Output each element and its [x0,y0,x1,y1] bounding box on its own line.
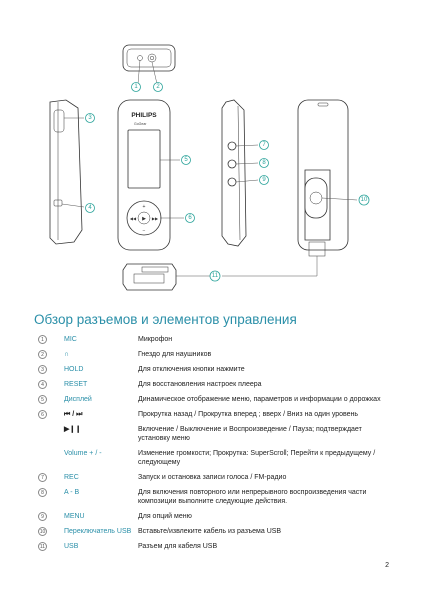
table-row [38,410,388,419]
callout-5-label: 5 [184,157,188,163]
control-name: USB [64,543,79,550]
top-view-device [123,45,175,84]
control-name: Volume + / - [64,450,102,457]
bottom-view-device [123,264,210,290]
control-description: Для восстановления настроек плеера [138,381,262,388]
table-row [38,335,388,344]
callout-10 [359,195,369,205]
callout-6-label: 6 [188,215,192,221]
control-description: Динамическое отображение меню, параметров и информации о дорожках [138,396,381,403]
table-row [38,527,388,536]
row-number-badge: 11 [39,544,46,550]
callout-3 [86,114,95,123]
row-number-badge: 5 [38,395,47,404]
callout-7-label: 7 [262,142,266,148]
svg-text:−: − [142,228,146,234]
table-row [38,449,388,467]
row-number-badge: 2 [38,350,47,359]
callout-11-label: 11 [211,273,219,279]
row-number-badge: 10 [39,529,46,535]
callout-9 [260,176,269,185]
control-description: Гнездо для наушников [138,351,212,358]
table-row [38,473,388,482]
table-row [38,365,388,374]
section-heading: Обзор разъемов и элементов управления [34,312,297,327]
control-description: Вставьте/извлеките кабель из разъема USB [138,528,282,535]
row-number-badge: 7 [38,473,47,482]
control-description: Включение / Выключение и Воспроизведение / Пауза; подтверждает установку меню [138,426,362,442]
control-name: Переключатель USB [64,528,132,535]
svg-text:▶▶: ▶▶ [151,216,159,221]
control-name: Дисплей [64,396,92,403]
control-name: HOLD [64,366,84,373]
control-description: Разъем для кабеля USB [138,543,218,550]
control-name: RESET [64,381,88,388]
svg-text:◀◀: ◀◀ [129,216,137,221]
row-number-badge: 8 [38,488,47,497]
control-description: Для включения повторного или непрерывного воспроизведения части композиции выполните следующие действия. [138,489,367,505]
sub-brand-logo: GoGear [134,122,147,126]
headphone-icon: ∩ [64,351,70,358]
callout-8 [260,159,269,168]
table-row [38,395,388,404]
svg-text:+: + [142,204,146,210]
play-pause-icon: ▶❙❙ [64,426,82,433]
row-number-badge: 1 [38,335,47,344]
callout-4 [86,204,95,213]
svg-text:▶: ▶ [142,216,146,222]
table-row [38,425,388,443]
control-name: REC [64,474,79,481]
control-name: MIC [64,336,77,343]
callout-4-label: 4 [88,205,92,211]
callout-1-label: 1 [134,84,138,90]
callout-1 [132,83,141,92]
callout-3-label: 3 [88,115,92,121]
table-row [38,488,388,506]
brand-logo: PHILIPS [131,112,157,119]
callout-7 [260,141,269,150]
page-number: 2 [385,562,389,569]
control-name: MENU [64,513,85,520]
row-number-badge: 9 [38,512,47,521]
callout-10-label: 10 [360,197,368,203]
control-description: Для отключения кнопки нажмите [138,366,245,373]
callout-6 [186,214,195,223]
control-description: Изменение громкости; Прокрутка: SuperScroll; Перейти к предыдущему / следующему [138,450,376,466]
front-view-device [118,100,184,250]
row-number-badge: 3 [38,365,47,374]
control-description: Микрофон [138,336,173,343]
table-row [38,542,388,551]
skip-buttons-icon: ⏮ / ⏭ [64,411,83,418]
callout-2-label: 2 [156,84,160,90]
controls-table [38,335,388,557]
table-row [38,380,388,389]
table-row [38,350,388,359]
left-side-view-device [50,100,84,244]
row-number-badge: 4 [38,380,47,389]
callout-5 [182,156,191,165]
control-description: Для опций меню [138,513,192,520]
table-row [38,512,388,521]
callout-11 [210,271,220,281]
control-name: A - B [64,489,80,496]
control-description: Запуск и остановка записи голоса / FM-радио [138,474,287,481]
right-side-view-device [222,100,258,246]
control-description: Прокрутка назад / Прокрутка вперед ; вверх / Вниз на один уровень [138,411,359,418]
row-number-badge: 6 [38,410,47,419]
callout-9-label: 9 [262,177,266,183]
callout-2 [154,83,163,92]
callout-8-label: 8 [262,160,266,166]
